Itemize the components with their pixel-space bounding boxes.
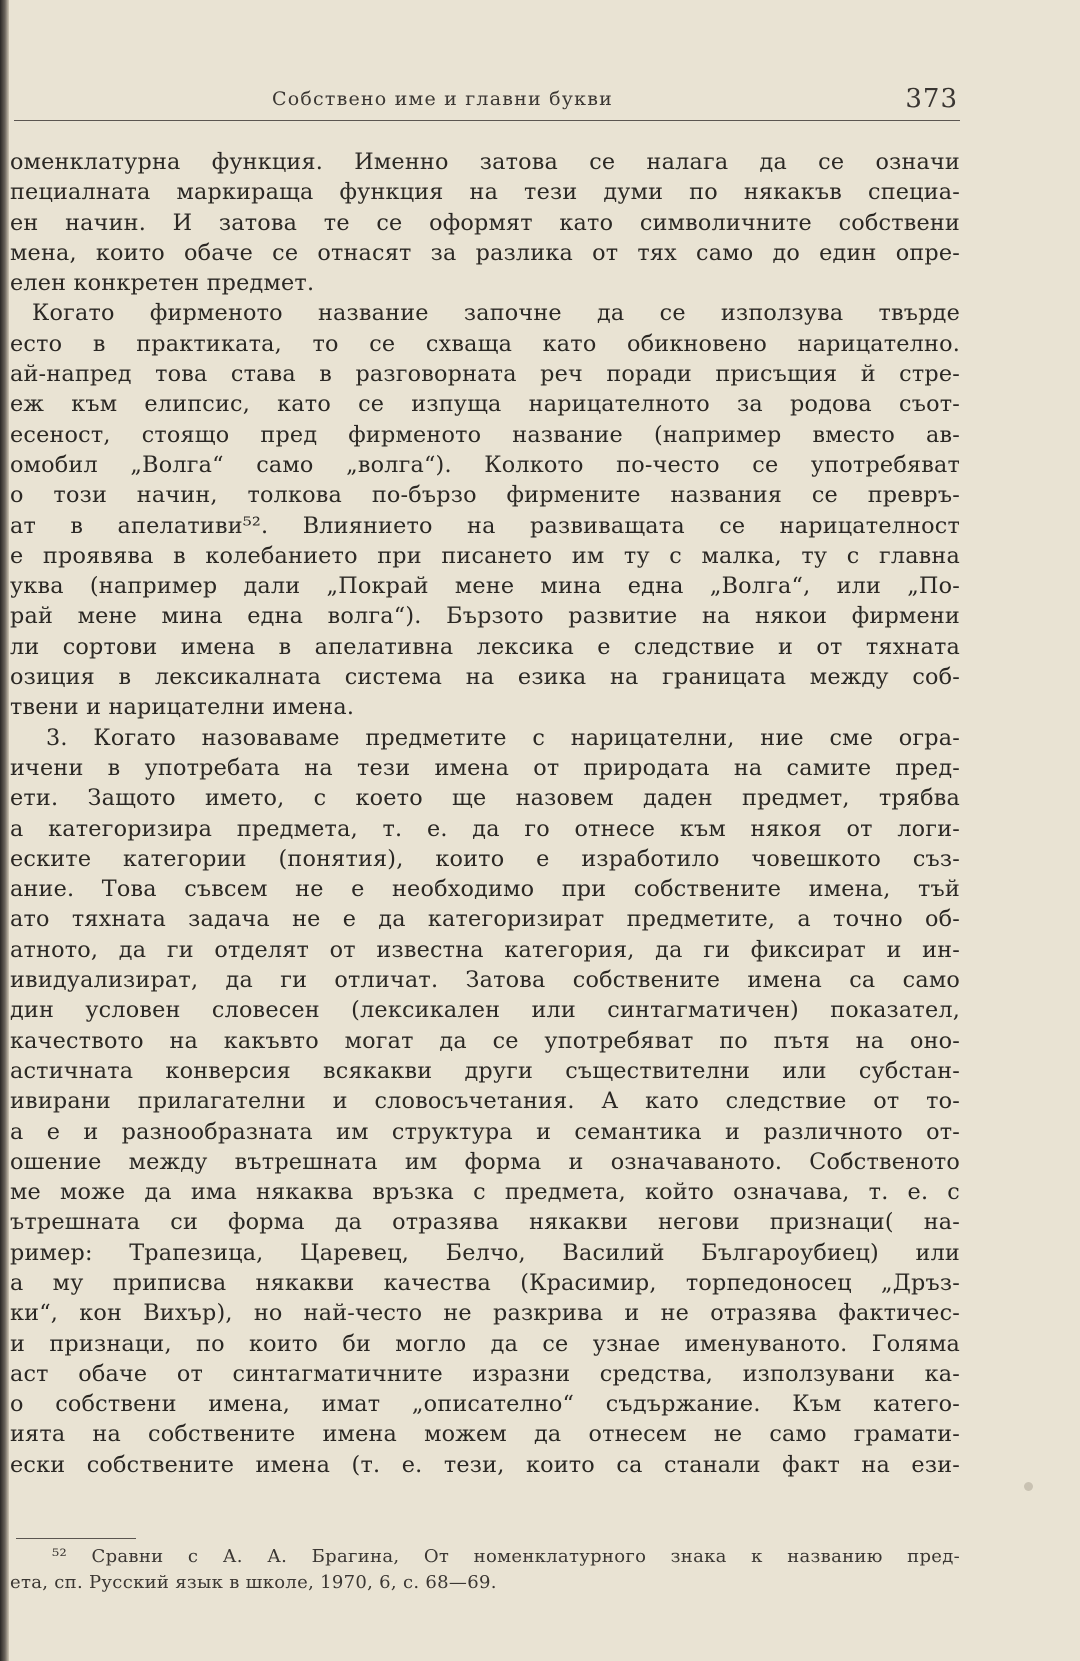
text-line: уква (например дали „Покрай мене мина една „Волга“, или „По-: [10, 573, 960, 600]
paper-spot: [1024, 1482, 1033, 1491]
text-line: качеството на какъвто могат да се употребяват по пътя на оно-: [10, 1027, 960, 1054]
text-line: омобил „Волга“ само „волга“). Колкото по-често се употребяват: [10, 451, 960, 478]
text-line: ки“, кон Вихър), но най-често не разкрива и не отразява фактичес-: [10, 1300, 960, 1327]
text-line: рай мене мина една волга“). Бързото развитие на някои фирмени: [10, 603, 960, 630]
page-header: [14, 86, 960, 121]
page-number: 373: [905, 84, 958, 114]
text-line: еж към елипсис, като се изпуща нарицателното за родова съот-: [10, 391, 960, 418]
text-line: 3. Когато назоваваме предметите с нарицателни, ние сме огра-: [46, 724, 960, 751]
text-line: а му приписва някакви качества (Красимир, торпедоносец „Дръз-: [10, 1269, 960, 1296]
text-line: Когато фирменото название започне да се използува твърде: [32, 300, 960, 327]
text-line: ията на собствените имена можем да отнесем не само грамати-: [10, 1421, 960, 1448]
text-line: твени и нарицателни имена.: [10, 694, 355, 721]
text-line: ошение между вътрешната им форма и означаваното. Собственото: [10, 1148, 960, 1175]
footnote-line: ⁵² Сравни с А. А. Брагина, От номенклатурного знака к названию пред-: [52, 1546, 960, 1567]
text-line: оменклатурна функция. Именно затова се налага да се означи: [10, 149, 960, 175]
text-line: ивидуализират, да ги отличат. Затова собствените имена са само: [10, 967, 960, 994]
text-line: астичната конверсия всякакви други съществителни или субстан-: [10, 1057, 960, 1084]
text-line: ато тяхната задача не е да категоризират предметите, а точно об-: [10, 906, 960, 933]
text-line: есто в практиката, то се схваща като обикновено нарицателно.: [10, 330, 960, 357]
text-line: ример: Трапезица, Царевец, Белчо, Василий Българоубиец) или: [10, 1239, 960, 1266]
text-line: озиция в лексикалната система на езика на границата между соб-: [10, 664, 960, 691]
text-line: дин условен словесен (лексикален или синтагматичен) показател,: [10, 997, 960, 1024]
footnote-line: ета, сп. Русский язык в школе, 1970, 6, с. 68—69.: [10, 1572, 497, 1593]
text-line: ътрешната си форма да отразява някакви негови признаци( на-: [10, 1209, 960, 1236]
text-line: ат в апелативи⁵². Влиянието на развиващата се нарицателност: [10, 512, 960, 539]
text-line: аст обаче от синтагматичните изразни средства, използувани ка-: [10, 1360, 960, 1387]
text-line: пециалната маркираща функция на тези думи по някакъв специа-: [10, 179, 960, 206]
text-line: и признаци, по които би могло да се узнае именуваното. Голяма: [10, 1330, 960, 1357]
text-line: ети. Защото името, с което ще назовем даден предмет, трябва: [10, 785, 960, 812]
text-line: есеност, стоящо пред фирменото название (например вместо ав-: [10, 421, 960, 448]
running-head: Собствено име и главни букви: [272, 88, 613, 110]
text-line: ивирани прилагателни и словосъчетания. А като следствие от то-: [10, 1088, 960, 1115]
text-line: ичени в употребата на тези имена от природата на самите пред-: [10, 754, 960, 781]
book-spine-edge: [0, 0, 9, 1661]
text-line: ай-напред това става в разговорната реч поради присъщия й стре-: [10, 361, 960, 388]
text-line: а е и разнообразната им структура и семантика и различното от-: [10, 1118, 960, 1145]
footnote: [10, 1544, 960, 1596]
text-line: ме може да има някаква връзка с предмета, който означава, т. е. с: [10, 1179, 960, 1206]
text-line: мена, които обаче се отнасят за разлика от тях само до един опре-: [10, 239, 960, 266]
text-line: ание. Това съвсем не е необходимо при собствените имена, тъй: [10, 876, 960, 903]
text-line: ли сортови имена в апелативна лексика е следствие и от тяхната: [10, 633, 960, 660]
text-line: о собствени имена, имат „описателно“ съдържание. Към катего-: [10, 1391, 960, 1418]
main-text: [10, 147, 960, 1480]
text-line: еските категории (понятия), които е изработило човешкото съз-: [10, 845, 960, 872]
text-line: о този начин, толкова по-бързо фирмените названия се превръ-: [10, 482, 960, 509]
text-line: елен конкретен предмет.: [10, 270, 315, 297]
text-line: атното, да ги отделят от известна категория, да ги фиксират и ин-: [10, 936, 960, 963]
footnote-rule: [16, 1538, 136, 1539]
text-line: а категоризира предмета, т. е. да го отнесе към някоя от логи-: [10, 815, 960, 842]
text-line: ен начин. И затова те се оформят като символичните собствени: [10, 209, 960, 236]
text-line: ески собствените имена (т. е. тези, които са станали факт на ези-: [10, 1451, 960, 1478]
text-line: е проявява в колебанието при писането им ту с малка, ту с главна: [10, 542, 960, 569]
